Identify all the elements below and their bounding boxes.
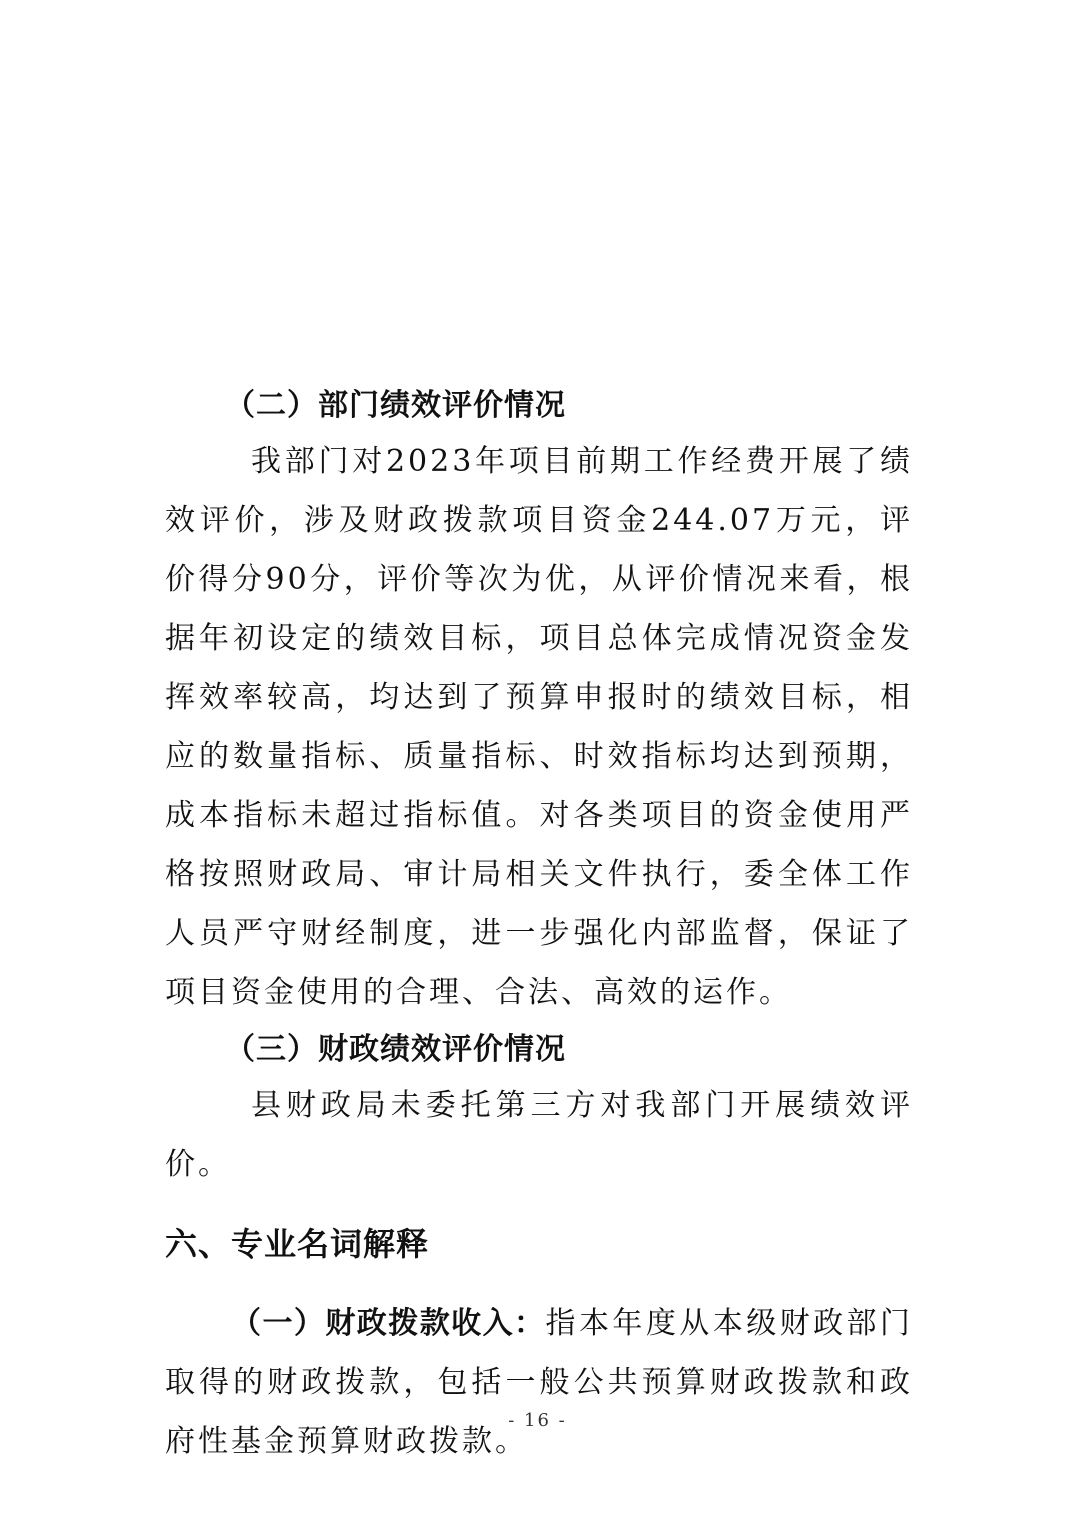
term-1-label: （一）财政拨款收入： — [231, 1306, 546, 1341]
term-1-definition: 指本年度从本级财政部门取得的财政拨款，包括一般公共预算财政拨款和政府性基金预算财政拨款。 — [165, 1306, 913, 1459]
term-1-paragraph — [165, 1294, 913, 1471]
section-2-heading: （二）部门绩效评价情况 — [225, 388, 566, 423]
section-2-body: 我部门对2023年项目前期工作经费开展了绩效评价，涉及财政拨款项目资金244.07万元，评价得分90分，评价等次为优，从评价情况来看，根据年初设定的绩效目标，项目总体完成情况资金发挥效率较高，均达到了预算申报时的绩效目标，相应的数量指标、质量指标、时效指标均达到预期，成本指标未超过指标值。对各类项目的资金使用严格按照财政局、审计局相关文件执行，委全体工作人员严守财经制度，进一步强化内部监督，保证了项目资金使用的合理、合法、高效的运作。 — [165, 444, 913, 1010]
page-number: - 16 - — [508, 1410, 567, 1431]
section-3-body: 县财政局未委托第三方对我部门开展绩效评价。 — [165, 1088, 913, 1182]
section-3-heading: （三）财政绩效评价情况 — [225, 1032, 566, 1067]
page-content — [165, 380, 913, 1471]
section-6-heading: 六、专业名词解释 — [165, 1225, 430, 1263]
